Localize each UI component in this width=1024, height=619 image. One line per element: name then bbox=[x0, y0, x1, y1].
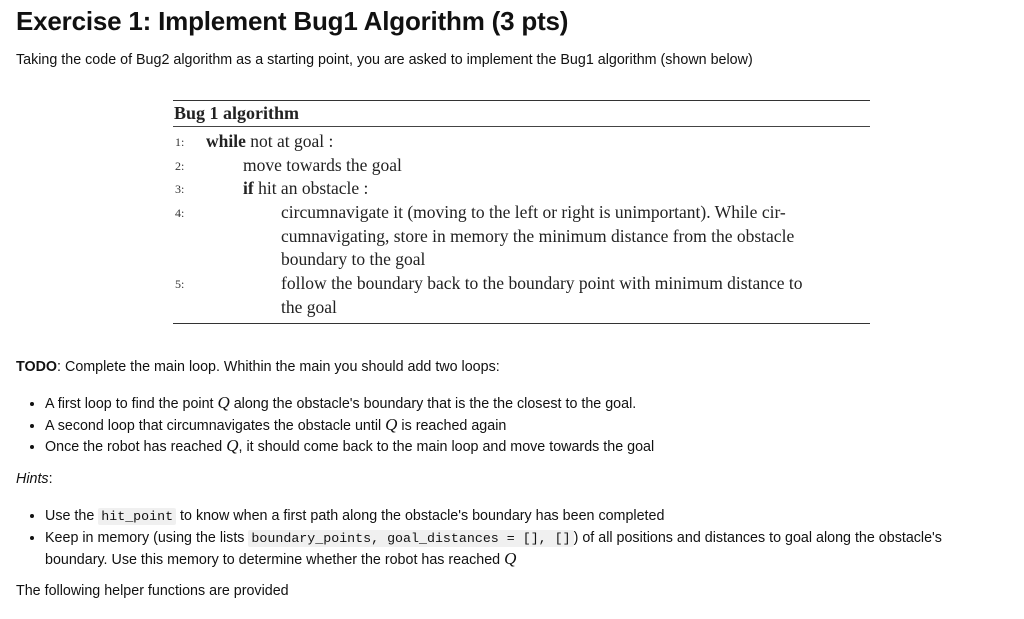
line-number: 5: bbox=[175, 277, 185, 291]
math-q: Q bbox=[504, 549, 517, 569]
text: Use the bbox=[45, 508, 99, 524]
exercise-title: Exercise 1: Implement Bug1 Algorithm (3 pts) bbox=[16, 6, 569, 36]
line-text: follow the boundary back to the boundary point with minimum distance to bbox=[281, 273, 803, 293]
line-text: not at goal : bbox=[245, 131, 334, 151]
list-item bbox=[45, 528, 942, 571]
text: Keep in memory (using the lists bbox=[45, 529, 249, 546]
hints-colon: : bbox=[48, 471, 53, 487]
hints-label bbox=[16, 471, 53, 487]
line-number: 2: bbox=[175, 159, 185, 173]
list-item bbox=[45, 436, 654, 458]
list-item bbox=[45, 506, 942, 528]
algorithm-line-text bbox=[206, 130, 333, 154]
math-q: Q bbox=[226, 436, 239, 456]
hints-list bbox=[28, 506, 942, 571]
line-number: 3: bbox=[175, 182, 185, 196]
math-q: Q bbox=[385, 414, 398, 434]
list-item bbox=[45, 415, 654, 437]
intro-text: Taking the code of Bug2 algorithm as a starting point, you are asked to implement the Bug1 algorithm (shown below) bbox=[16, 52, 753, 68]
line-number: 4: bbox=[175, 206, 185, 220]
code-hit-point: hit_point bbox=[98, 508, 176, 525]
todo-text: : Complete the main loop. Whithin the main you should add two loops: bbox=[57, 359, 500, 375]
text: ) of all positions and distances to goal along the obstacle's bbox=[573, 529, 942, 546]
keyword-if: if bbox=[243, 178, 254, 198]
code-boundary-lists: boundary_points, goal_distances = [], [] bbox=[248, 530, 573, 547]
algorithm-title: Bug 1 algorithm bbox=[174, 103, 300, 123]
math-q: Q bbox=[217, 393, 230, 412]
line-text: the goal bbox=[281, 296, 337, 317]
text: boundary. Use this memory to determine whether the robot has reached bbox=[45, 552, 505, 569]
algorithm-mid-rule bbox=[173, 126, 870, 127]
line-text: hit an obstacle : bbox=[253, 178, 369, 198]
text: to know when a first path along the obstacle's boundary has been completed bbox=[176, 508, 665, 524]
todo-list bbox=[28, 393, 654, 458]
keyword-while: while bbox=[206, 131, 246, 151]
text: is reached again bbox=[397, 417, 507, 434]
list-item bbox=[45, 393, 654, 415]
text: A first loop to find the point bbox=[45, 396, 218, 412]
text: A second loop that circumnavigates the obstacle until bbox=[45, 417, 386, 434]
todo-paragraph bbox=[16, 359, 500, 375]
line-number: 1: bbox=[175, 135, 185, 149]
line-text: boundary to the goal bbox=[281, 249, 426, 269]
footer-text: The following helper functions are provided bbox=[16, 583, 289, 599]
algorithm-bottom-rule bbox=[173, 323, 870, 324]
line-text: cumnavigating, store in memory the minimum distance from the obstacle bbox=[281, 225, 795, 246]
hints-label-text: Hints bbox=[16, 471, 49, 487]
text: Once the robot has reached bbox=[45, 439, 227, 456]
algorithm-box bbox=[173, 100, 870, 317]
text: , it should come back to the main loop and move towards the goal bbox=[238, 439, 655, 456]
text: along the obstacle's boundary that is the the closest to the goal. bbox=[229, 396, 637, 412]
algorithm-line-text bbox=[243, 177, 368, 201]
line-text: circumnavigate it (moving to the left or right is unimportant). While cir- bbox=[281, 202, 786, 222]
todo-label: TODO bbox=[16, 359, 58, 375]
line-text: move towards the goal bbox=[243, 155, 402, 175]
